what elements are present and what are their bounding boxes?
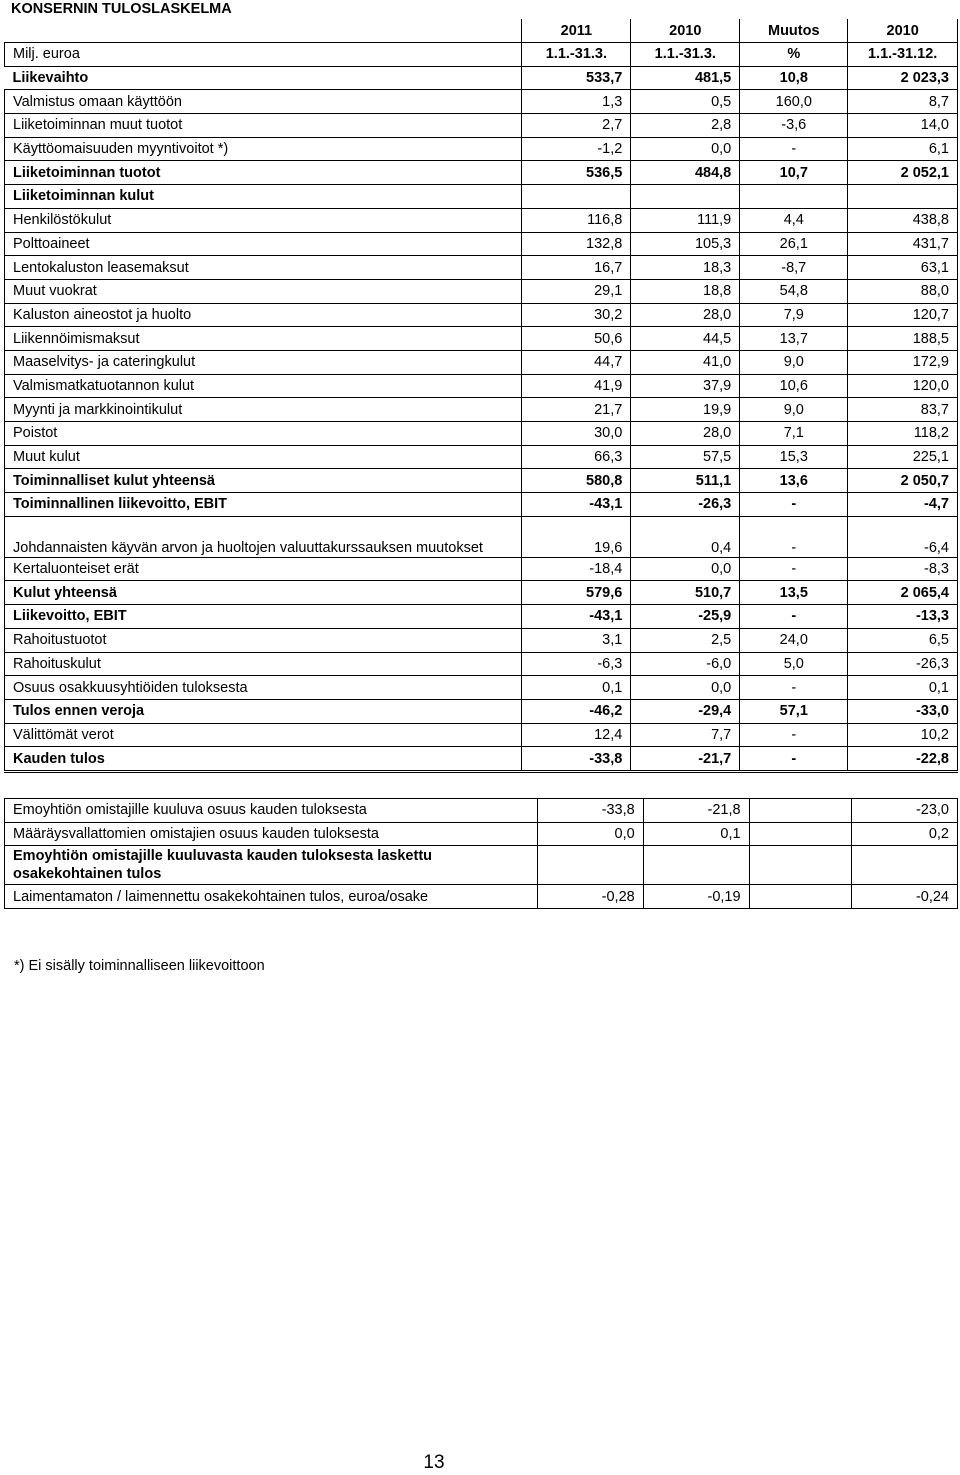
row-label: Emoyhtiön omistajille kuuluvasta kauden tuloksesta laskettu osakekohtainen tulos	[5, 846, 538, 885]
table-row	[5, 303, 958, 327]
row-value: -0,28	[537, 885, 643, 909]
row-value: 2 065,4	[848, 581, 958, 605]
table-row	[5, 279, 958, 303]
profit-allocation-table	[4, 798, 958, 909]
row-value: 28,0	[631, 303, 740, 327]
row-value: 50,6	[522, 327, 631, 351]
row-value: 10,6	[740, 374, 848, 398]
row-value: 66,3	[522, 445, 631, 469]
page-number: 13	[423, 1452, 445, 1473]
table-row	[5, 799, 958, 823]
table-row	[5, 374, 958, 398]
row-value: 9,0	[740, 398, 848, 422]
row-value: 111,9	[631, 208, 740, 232]
row-value: 484,8	[631, 161, 740, 185]
row-value: 120,0	[848, 374, 958, 398]
row-value: 16,7	[522, 256, 631, 280]
row-value: -	[740, 557, 848, 581]
row-value: -46,2	[522, 699, 631, 723]
table-row	[5, 747, 958, 772]
table-row	[5, 846, 958, 885]
row-value: 54,8	[740, 279, 848, 303]
table-row	[5, 256, 958, 280]
unit-label: Milj. euroa	[5, 43, 522, 67]
header-change: Muutos	[740, 19, 848, 43]
row-label: Johdannaisten käyvän arvon ja huoltojen valuuttakurssauksen muutokset	[5, 516, 522, 557]
row-value: 118,2	[848, 422, 958, 446]
income-statement-body	[5, 66, 958, 771]
row-value: 21,7	[522, 398, 631, 422]
row-label: Muut kulut	[5, 445, 522, 469]
row-value: 57,5	[631, 445, 740, 469]
header-year: 2011	[522, 19, 631, 43]
row-value: 7,9	[740, 303, 848, 327]
header-row-years	[5, 19, 958, 43]
row-value: 7,1	[740, 422, 848, 446]
row-label: Osuus osakkuusyhtiöiden tuloksesta	[5, 676, 522, 700]
row-value: 438,8	[848, 208, 958, 232]
row-value	[537, 846, 643, 885]
table-row	[5, 885, 958, 909]
row-value: 105,3	[631, 232, 740, 256]
row-value: -18,4	[522, 557, 631, 581]
row-value: 0,1	[643, 822, 749, 846]
table-row	[5, 232, 958, 256]
row-value: -26,3	[631, 493, 740, 517]
row-value	[848, 185, 958, 209]
row-value: 225,1	[848, 445, 958, 469]
row-value: -	[740, 516, 848, 557]
row-label: Rahoituskulut	[5, 652, 522, 676]
row-value: 0,5	[631, 90, 740, 114]
table-row	[5, 185, 958, 209]
income-statement-table	[4, 19, 958, 773]
table-row	[5, 676, 958, 700]
row-label: Liiketoiminnan muut tuotot	[5, 114, 522, 138]
row-value: -13,3	[848, 605, 958, 629]
row-value: -	[740, 137, 848, 161]
row-value: 3,1	[522, 628, 631, 652]
row-value: 37,9	[631, 374, 740, 398]
table-row	[5, 422, 958, 446]
row-label: Kaluston aineostot ja huolto	[5, 303, 522, 327]
row-value: 18,8	[631, 279, 740, 303]
row-value: -23,0	[852, 799, 958, 823]
row-value: 8,7	[848, 90, 958, 114]
row-value: 9,0	[740, 350, 848, 374]
row-label: Lentokaluston leasemaksut	[5, 256, 522, 280]
table-row	[5, 208, 958, 232]
header-percent: %	[740, 43, 848, 67]
row-value: 481,5	[631, 66, 740, 90]
row-value: 579,6	[522, 581, 631, 605]
row-value: -21,7	[631, 747, 740, 772]
row-label: Kulut yhteensä	[5, 581, 522, 605]
row-value: 24,0	[740, 628, 848, 652]
row-value: 132,8	[522, 232, 631, 256]
table-row	[5, 723, 958, 747]
row-value: 6,5	[848, 628, 958, 652]
row-value: -25,9	[631, 605, 740, 629]
row-label: Laimentamaton / laimennettu osakekohtainen tulos, euroa/osake	[5, 885, 538, 909]
row-value: 510,7	[631, 581, 740, 605]
row-value: -4,7	[848, 493, 958, 517]
row-value: -0,19	[643, 885, 749, 909]
row-value: 30,0	[522, 422, 631, 446]
row-value: 44,7	[522, 350, 631, 374]
row-value: 0,2	[852, 822, 958, 846]
row-value: 14,0	[848, 114, 958, 138]
row-value: -	[740, 676, 848, 700]
row-value	[749, 846, 852, 885]
row-value: 83,7	[848, 398, 958, 422]
row-value	[749, 822, 852, 846]
row-label: Maaselvitys- ja cateringkulut	[5, 350, 522, 374]
table-row	[5, 327, 958, 351]
row-value: -26,3	[848, 652, 958, 676]
row-value: 4,4	[740, 208, 848, 232]
row-value: -6,0	[631, 652, 740, 676]
row-value: -6,3	[522, 652, 631, 676]
row-label: Valmistus omaan käyttöön	[5, 90, 522, 114]
row-value: 0,0	[631, 137, 740, 161]
row-value: -	[740, 493, 848, 517]
row-value: -43,1	[522, 493, 631, 517]
row-value: -1,2	[522, 137, 631, 161]
row-value: 2,7	[522, 114, 631, 138]
row-value: 44,5	[631, 327, 740, 351]
table-row	[5, 652, 958, 676]
header-period: 1.1.-31.12.	[848, 43, 958, 67]
row-value: 1,3	[522, 90, 631, 114]
row-value: 0,1	[522, 676, 631, 700]
row-value: 30,2	[522, 303, 631, 327]
row-label: Määräysvallattomien omistajien osuus kauden tuloksesta	[5, 822, 538, 846]
row-value: -33,0	[848, 699, 958, 723]
row-label: Emoyhtiön omistajille kuuluva osuus kauden tuloksesta	[5, 799, 538, 823]
row-value: 28,0	[631, 422, 740, 446]
row-label: Tulos ennen veroja	[5, 699, 522, 723]
row-label: Liikevaihto	[5, 66, 522, 90]
row-value: 57,1	[740, 699, 848, 723]
header-period: 1.1.-31.3.	[522, 43, 631, 67]
row-value: 533,7	[522, 66, 631, 90]
row-value	[749, 885, 852, 909]
row-value: 0,0	[631, 557, 740, 581]
table-row	[5, 398, 958, 422]
row-label: Toiminnallinen liikevoitto, EBIT	[5, 493, 522, 517]
row-label: Valmismatkatuotannon kulut	[5, 374, 522, 398]
row-value: 41,0	[631, 350, 740, 374]
row-value: -22,8	[848, 747, 958, 772]
row-value: 2 023,3	[848, 66, 958, 90]
row-label: Liikennöimismaksut	[5, 327, 522, 351]
row-value: -8,3	[848, 557, 958, 581]
table-row	[5, 605, 958, 629]
row-label: Rahoitustuotot	[5, 628, 522, 652]
row-value: 88,0	[848, 279, 958, 303]
row-value: 7,7	[631, 723, 740, 747]
row-value: -3,6	[740, 114, 848, 138]
row-value: 0,0	[631, 676, 740, 700]
row-value	[643, 846, 749, 885]
row-label: Toiminnalliset kulut yhteensä	[5, 469, 522, 493]
row-value: 2 052,1	[848, 161, 958, 185]
row-value: -0,24	[852, 885, 958, 909]
row-value: 13,6	[740, 469, 848, 493]
row-value: -8,7	[740, 256, 848, 280]
row-value: 172,9	[848, 350, 958, 374]
row-label: Polttoaineet	[5, 232, 522, 256]
row-value	[852, 846, 958, 885]
row-value: 5,0	[740, 652, 848, 676]
row-value: 15,3	[740, 445, 848, 469]
row-value: 2,8	[631, 114, 740, 138]
row-value: 26,1	[740, 232, 848, 256]
row-label: Kertaluonteiset erät	[5, 557, 522, 581]
table-row	[5, 114, 958, 138]
row-value: -29,4	[631, 699, 740, 723]
row-value: -33,8	[522, 747, 631, 772]
table-row	[5, 699, 958, 723]
row-value	[522, 185, 631, 209]
row-label: Käyttöomaisuuden myyntivoitot *)	[5, 137, 522, 161]
row-label: Liiketoiminnan kulut	[5, 185, 522, 209]
header-row-periods	[5, 43, 958, 67]
row-label: Myynti ja markkinointikulut	[5, 398, 522, 422]
row-value: 63,1	[848, 256, 958, 280]
row-value: 19,6	[522, 516, 631, 557]
table-row	[5, 350, 958, 374]
row-value: 41,9	[522, 374, 631, 398]
row-value: 116,8	[522, 208, 631, 232]
row-value: 0,1	[848, 676, 958, 700]
statement-title: KONSERNIN TULOSLASKELMA	[11, 1, 232, 17]
table-row	[5, 90, 958, 114]
table-row	[5, 557, 958, 581]
header-period: 1.1.-31.3.	[631, 43, 740, 67]
row-value: 10,2	[848, 723, 958, 747]
row-label: Kauden tulos	[5, 747, 522, 772]
table-row	[5, 161, 958, 185]
row-value: 19,9	[631, 398, 740, 422]
table-row	[5, 445, 958, 469]
table-row	[5, 66, 958, 90]
row-value: 431,7	[848, 232, 958, 256]
row-value: 160,0	[740, 90, 848, 114]
row-value: 0,0	[537, 822, 643, 846]
table-row	[5, 137, 958, 161]
row-value: 29,1	[522, 279, 631, 303]
row-value: 18,3	[631, 256, 740, 280]
row-value: -6,4	[848, 516, 958, 557]
row-value: 536,5	[522, 161, 631, 185]
row-value: -	[740, 747, 848, 772]
table-row	[5, 581, 958, 605]
row-value: 13,5	[740, 581, 848, 605]
row-label: Muut vuokrat	[5, 279, 522, 303]
row-value: 580,8	[522, 469, 631, 493]
row-value: -	[740, 723, 848, 747]
row-value: 10,8	[740, 66, 848, 90]
table-row	[5, 469, 958, 493]
table-row	[5, 516, 958, 557]
row-value: -	[740, 605, 848, 629]
row-value: 511,1	[631, 469, 740, 493]
row-value: -21,8	[643, 799, 749, 823]
row-value	[631, 185, 740, 209]
row-value: 10,7	[740, 161, 848, 185]
row-value: 2,5	[631, 628, 740, 652]
header-empty-cell	[5, 19, 522, 43]
table-row	[5, 822, 958, 846]
header-year: 2010	[848, 19, 958, 43]
row-value: 13,7	[740, 327, 848, 351]
row-value	[740, 185, 848, 209]
row-label: Liikevoitto, EBIT	[5, 605, 522, 629]
row-value: -33,8	[537, 799, 643, 823]
row-value: -43,1	[522, 605, 631, 629]
row-value: 0,4	[631, 516, 740, 557]
row-value: 188,5	[848, 327, 958, 351]
table-row	[5, 628, 958, 652]
row-label: Henkilöstökulut	[5, 208, 522, 232]
row-value	[749, 799, 852, 823]
row-label: Välittömät verot	[5, 723, 522, 747]
row-value: 6,1	[848, 137, 958, 161]
footnote: *) Ei sisälly toiminnalliseen liikevoittoon	[14, 958, 265, 974]
header-year: 2010	[631, 19, 740, 43]
row-value: 12,4	[522, 723, 631, 747]
profit-allocation-body	[5, 799, 958, 909]
row-label: Liiketoiminnan tuotot	[5, 161, 522, 185]
row-value: 2 050,7	[848, 469, 958, 493]
row-value: 120,7	[848, 303, 958, 327]
table-row	[5, 493, 958, 517]
row-label: Poistot	[5, 422, 522, 446]
